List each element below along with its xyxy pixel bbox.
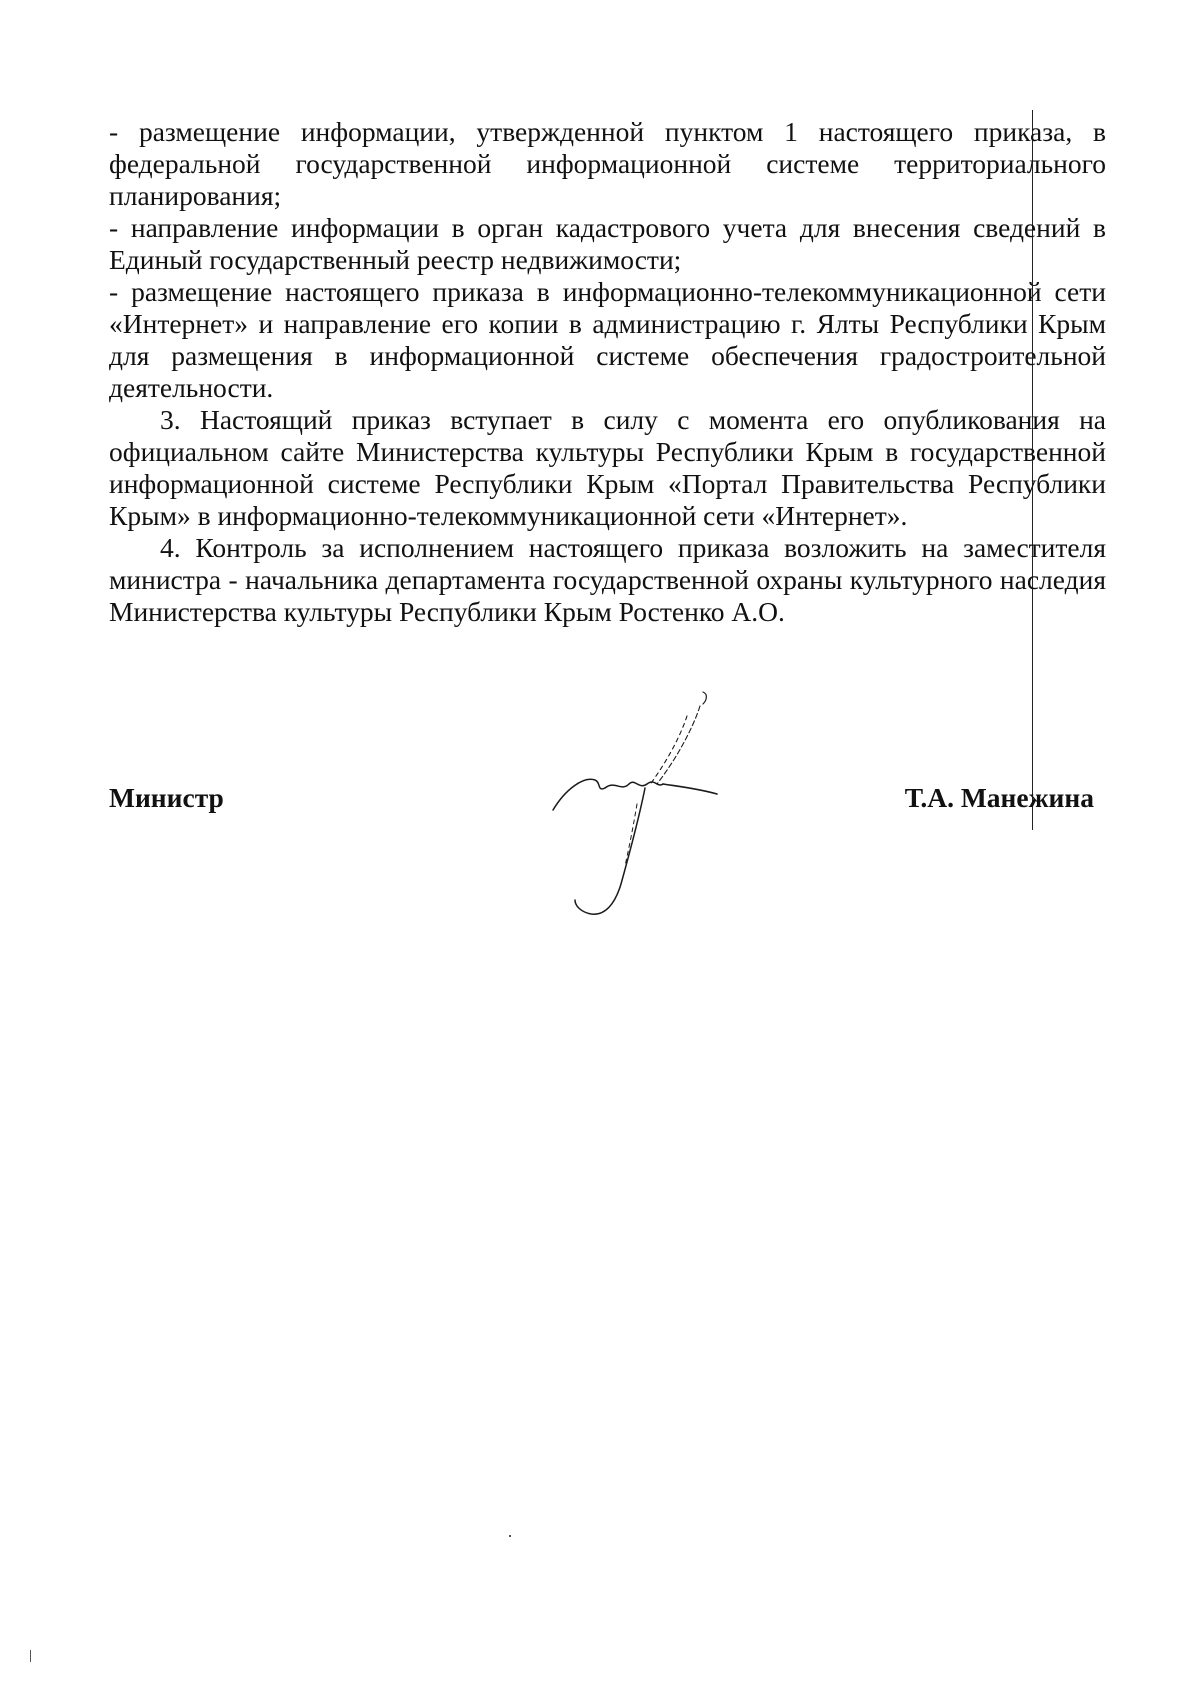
paragraph-clause-4: 4. Контроль за исполнением настоящего приказа возложить на заместителя министра - начальника департамента государственной охраны культурного наследия Министерства культуры Республики Крым Ростенко А.О. xyxy=(109,532,1106,627)
signatory-name: Т.А. Манежина xyxy=(904,782,1094,813)
paragraph-bullet-3: - размещение настоящего приказа в информационно-телекоммуникационной сети «Интернет» и направление его копии в администрацию г. Ялты Республики Крым для размещения в информационной системе обеспечения градостроительной деятельности. xyxy=(109,276,1106,403)
scan-speck xyxy=(509,1535,511,1537)
signatory-title: Министр xyxy=(109,782,224,813)
paragraph-bullet-1: - размещение информации, утвержденной пунктом 1 настоящего приказа, в федеральной государственной информационной системе территориального планирования; xyxy=(109,116,1106,211)
paragraph-bullet-2: - направление информации в орган кадастрового учета для внесения сведений в Единый государственный реестр недвижимости; xyxy=(109,212,1106,275)
signature-block xyxy=(109,782,1094,822)
document-body xyxy=(109,116,1106,628)
paragraph-clause-3: 3. Настоящий приказ вступает в силу с момента его опубликования на официальном сайте Министерства культуры Республики Крым в государственной информационной системе Республики Крым «Портал Правительства Республики Крым» в информационно-телекоммуникационной сети «Интернет». xyxy=(109,404,1106,531)
scan-speck-edge xyxy=(30,1650,31,1662)
